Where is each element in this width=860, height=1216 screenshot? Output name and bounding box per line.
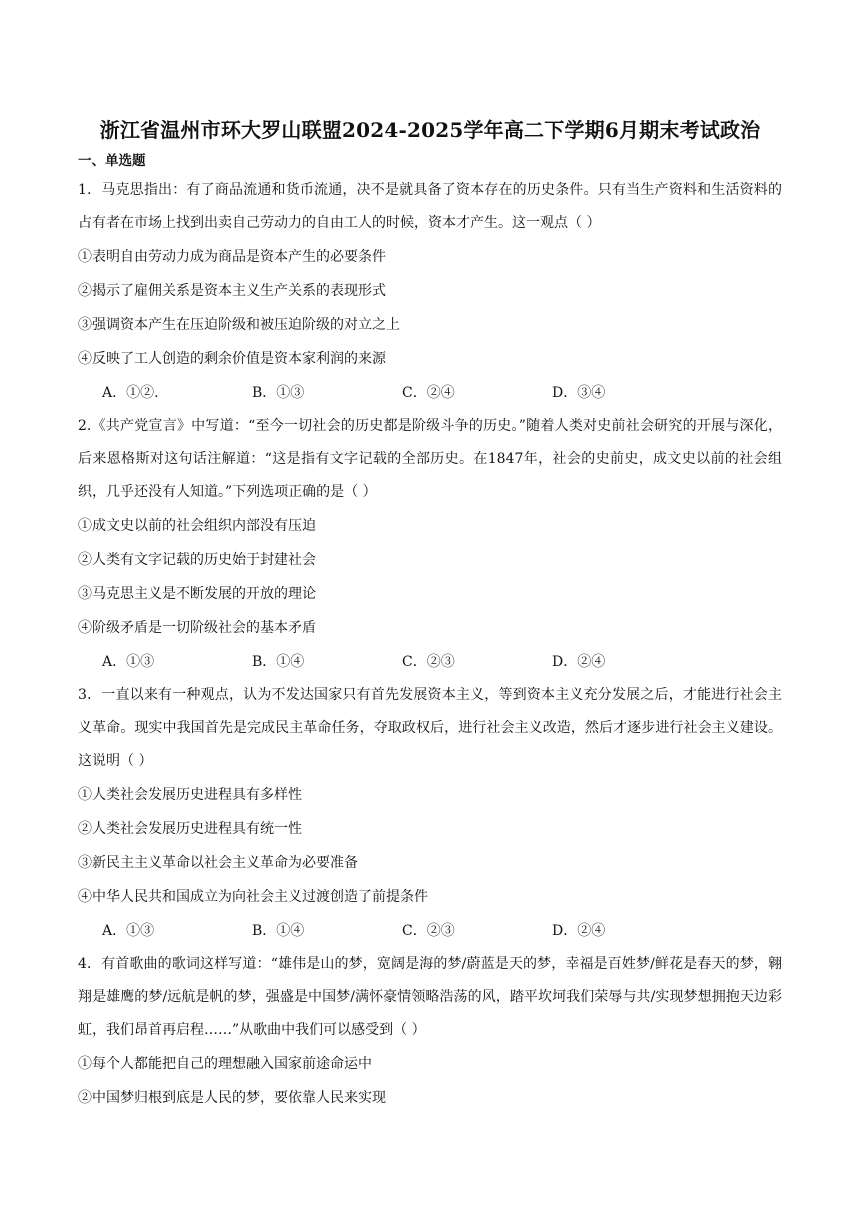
- question-stem: 1．马克思指出：有了商品流通和货币流通，决不是就具备了资本存在的历史条件。只有当生产资料和生活资料的占有者在市场上找到出卖自己劳动力的自由工人的时候，资本才产生。这一观点（ ）: [78, 182, 782, 231]
- statement-option: ②揭示了雇佣关系是资本主义生产关系的表现形式: [78, 283, 386, 299]
- statement-option: ④阶级矛盾是一切阶级社会的基本矛盾: [78, 620, 316, 636]
- choice-a: A．①③: [102, 923, 155, 939]
- choice-a: A．①③: [102, 654, 155, 670]
- choice-d: D．②④: [552, 654, 606, 670]
- statement-option: ④反映了工人创造的剩余价值是资本家利润的来源: [78, 351, 386, 367]
- statement-option: ③马克思主义是不断发展的开放的理论: [78, 586, 316, 602]
- statement-option: ④中华人民共和国成立为向社会主义过渡创造了前提条件: [78, 889, 428, 905]
- question-1: [78, 174, 782, 410]
- statement-option: ②中国梦归根到底是人民的梦，要依靠人民来实现: [78, 1090, 386, 1106]
- question-stem: 2.《共产党宣言》中写道：“至今一切社会的历史都是阶级斗争的历史。”随着人类对史前社会研究的开展与深化，后来恩格斯对这句话注解道：“这是指有文字记载的全部历史。在1847年，社会的史前史，成文史以前的社会组织，几乎还没有人知道。”下列选项正确的是（ ）: [78, 418, 782, 500]
- document-title: 浙江省温州市环大罗山联盟2024-2025学年高二下学期6月期末考试政治: [99, 118, 761, 142]
- answer-choices: [78, 914, 782, 948]
- section-heading: 一、单选题: [78, 153, 146, 169]
- question-stem: 3．一直以来有一种观点，认为不发达国家只有首先发展资本主义，等到资本主义充分发展之后，才能进行社会主义革命。现实中我国首先是完成民主革命任务，夺取政权后，进行社会主义改造，然后才逐步进行社会主义建设。这说明（ ）: [78, 687, 782, 769]
- statement-option: ③强调资本产生在压迫阶级和被压迫阶级的对立之上: [78, 317, 400, 333]
- statement-option: ②人类社会发展历史进程具有统一性: [78, 821, 302, 837]
- statement-option: ②人类有文字记载的历史始于封建社会: [78, 552, 316, 568]
- choice-b: B．①④: [252, 654, 305, 670]
- answer-choices: [78, 645, 782, 679]
- choice-c: C．②③: [402, 654, 455, 670]
- choice-a: A．①②.: [102, 385, 159, 401]
- statement-option: ①成文史以前的社会组织内部没有压迫: [78, 518, 316, 534]
- statement-option: ①每个人都能把自己的理想融入国家前途命运中: [78, 1056, 372, 1072]
- choice-b: B．①④: [252, 923, 305, 939]
- choice-d: D．③④: [552, 385, 606, 401]
- choice-d: D．②④: [552, 923, 606, 939]
- question-4: [78, 948, 782, 1115]
- choice-c: C．②④: [402, 385, 455, 401]
- statement-option: ①表明自由劳动力成为商品是资本产生的必要条件: [78, 249, 386, 265]
- question-2: [78, 410, 782, 679]
- choice-b: B．①③: [252, 385, 305, 401]
- question-3: [78, 679, 782, 948]
- answer-choices: [78, 376, 782, 410]
- question-stem: 4．有首歌曲的歌词这样写道：“雄伟是山的梦，宽阔是海的梦/蔚蓝是天的梦，幸福是百姓梦/鲜花是春天的梦，翱翔是雄鹰的梦/远航是帆的梦，强盛是中国梦/满怀豪情领略浩荡的风，踏平坎坷我们荣辱与共/实现梦想拥抱天边彩虹，我们昂首再启程……”从歌曲中我们可以感受到（ ）: [78, 956, 782, 1038]
- statement-option: ③新民主主义革命以社会主义革命为必要准备: [78, 855, 358, 871]
- choice-c: C．②③: [402, 923, 455, 939]
- statement-option: ①人类社会发展历史进程具有多样性: [78, 787, 302, 803]
